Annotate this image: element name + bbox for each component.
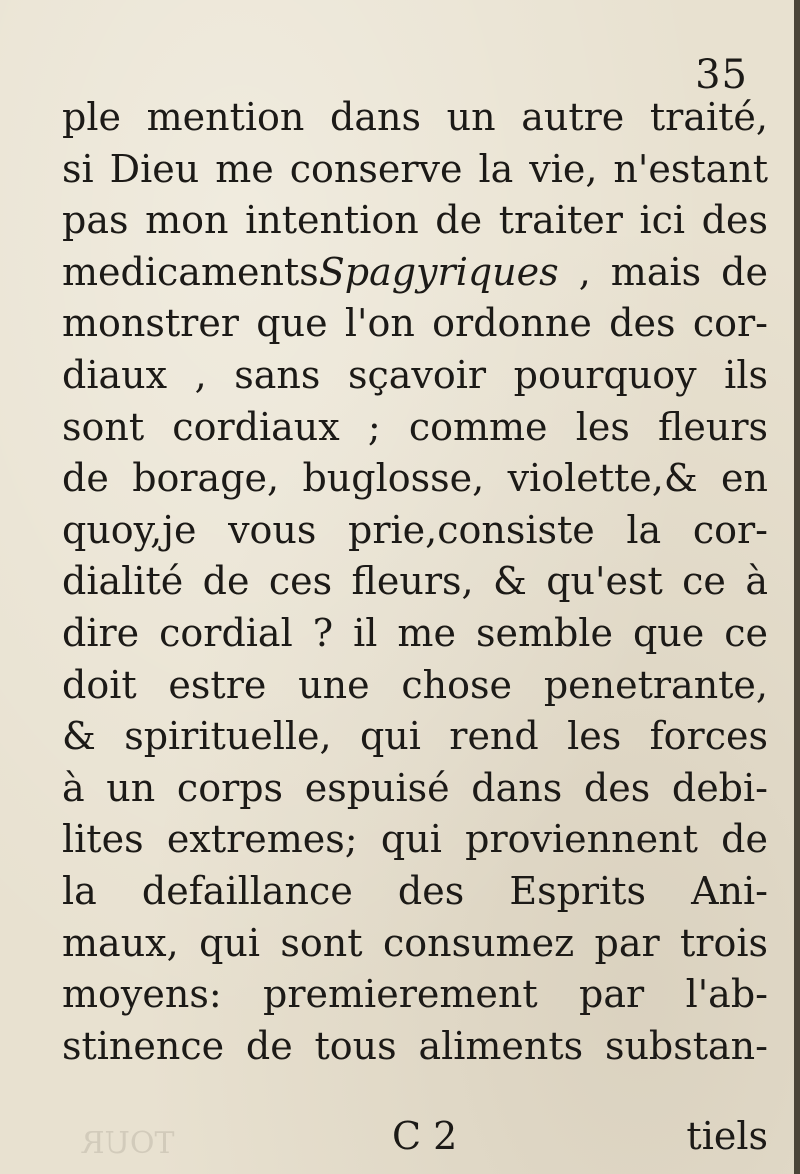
page-footer [62, 1110, 768, 1162]
text-line-16: la defaillance des Esprits Ani- [62, 868, 768, 913]
text-line-12: doit estre une chose penetrante, [62, 662, 768, 707]
text-line-7: sont cordiaux ; comme les fleurs [62, 404, 768, 449]
text-line-4-start: medicaments [62, 249, 319, 294]
text-line-9: quoy,je vous prie,consiste la cor- [62, 507, 768, 552]
text-line-13: & spirituelle, qui rend les forces [62, 714, 768, 759]
text-line-6: diaux , sans sçavoir pourquoy ils [62, 352, 768, 397]
bleed-through-text: TOUR [82, 1126, 175, 1161]
signature-mark: C 2 [392, 1114, 458, 1158]
text-line-11: dire cordial ? il me semble que ce [62, 610, 768, 655]
body-text [62, 92, 768, 1072]
text-line-14: à un corps espuisé dans des debi- [62, 765, 768, 810]
text-line-2: si Dieu me conserve la vie, n'estant [62, 146, 768, 191]
text-line-1: ple mention dans un autre traité, [62, 95, 768, 139]
text-line-4 [62, 247, 768, 299]
page-number: 35 [695, 52, 748, 98]
italic-word-spagyriques: Spagyriques [318, 249, 559, 294]
text-line-10: dialité de ces fleurs, & qu'est ce à [62, 559, 768, 604]
text-line-4-end: , mais de [578, 249, 768, 294]
text-line-17: maux, qui sont consumez par trois [62, 920, 768, 965]
text-line-19: stinence de tous aliments substan- [62, 1023, 768, 1068]
text-line-18: moyens: premierement par l'ab- [62, 972, 768, 1017]
text-line-5: monstrer que l'on ordonne des cor- [62, 301, 768, 346]
text-line-15: lites extremes; qui proviennent de [62, 817, 768, 862]
page-edge-shadow [794, 0, 800, 1174]
catchword: tiels [686, 1114, 768, 1158]
text-line-3: pas mon intention de traiter ici des [62, 198, 768, 243]
text-line-8: de borage, buglosse, violette,& en [62, 456, 768, 501]
